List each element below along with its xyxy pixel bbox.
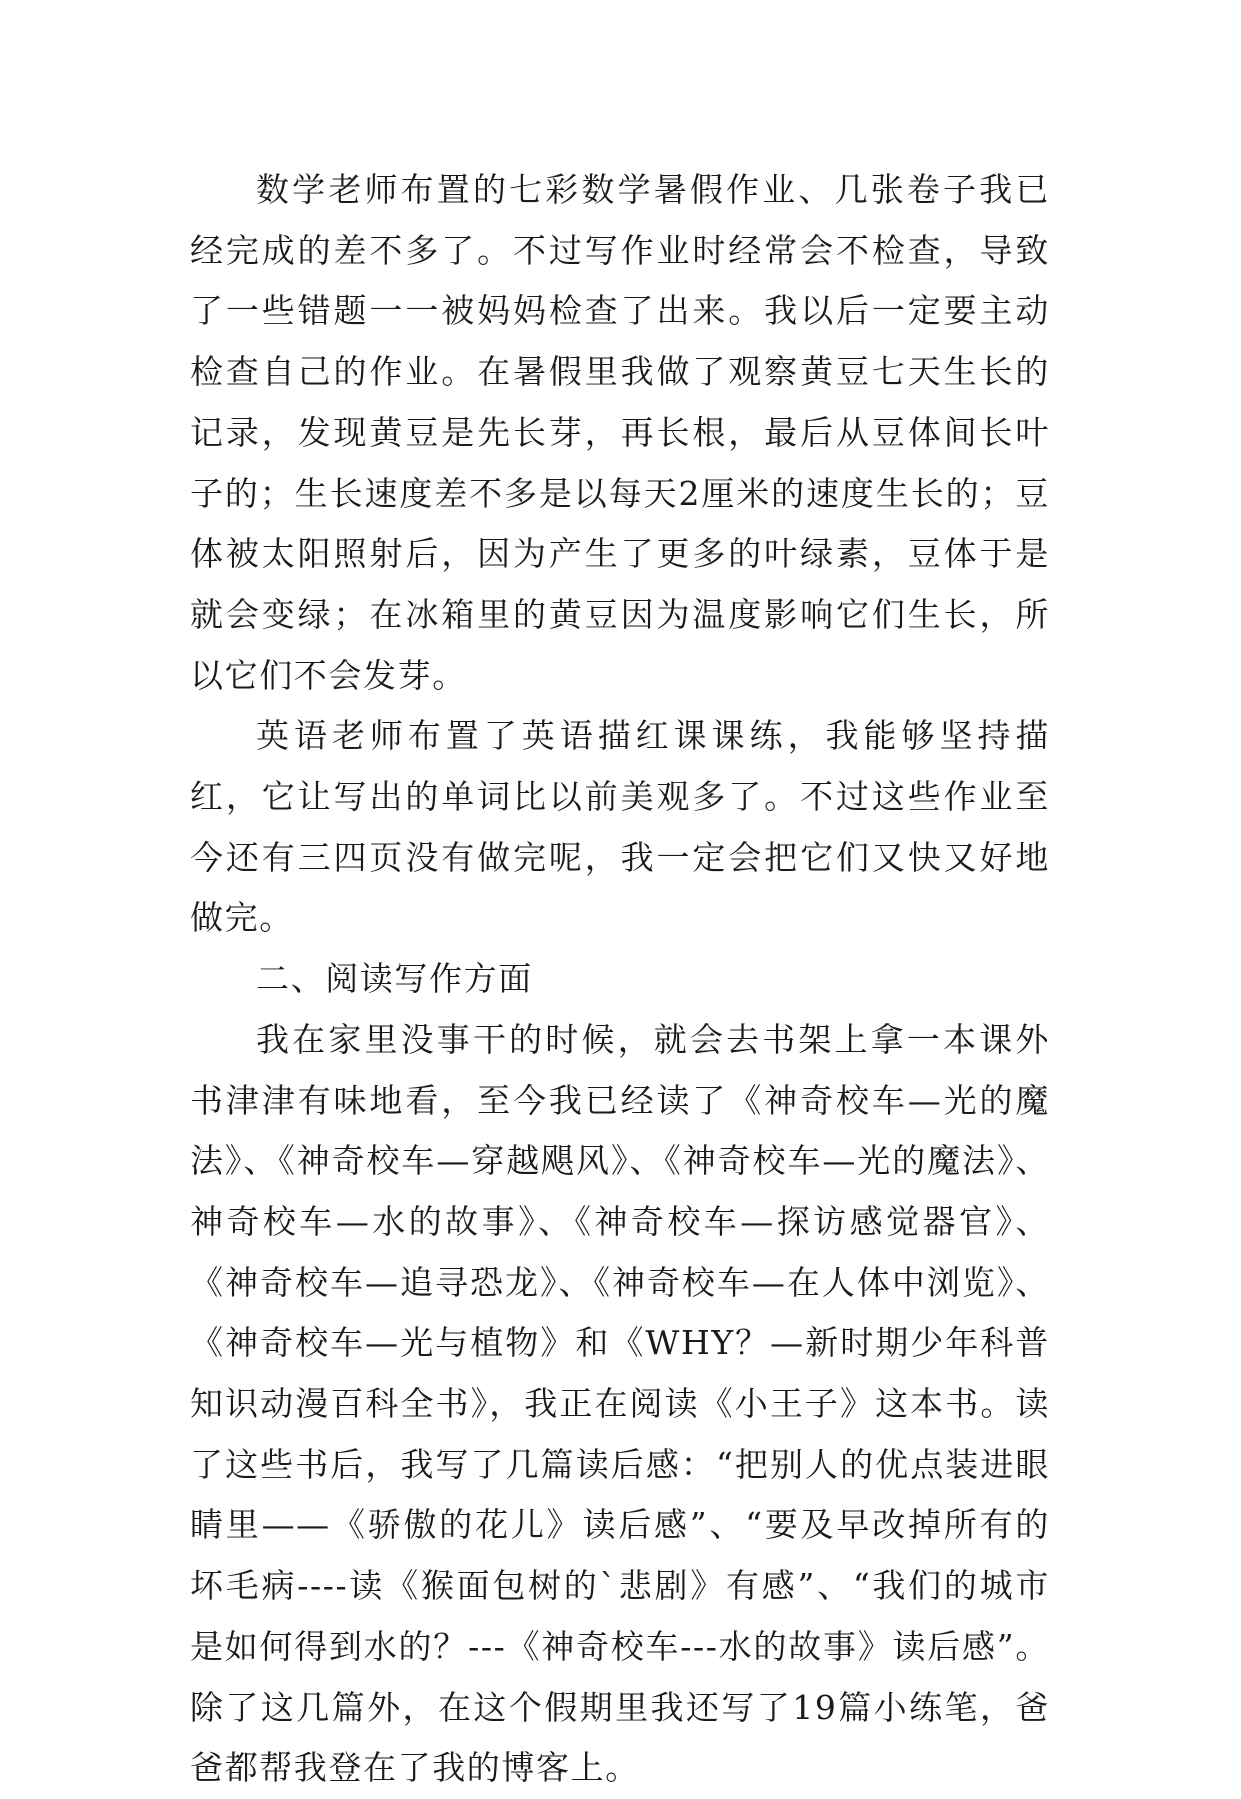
section-heading-reading-writing: 二、阅读写作方面 <box>256 959 533 999</box>
paragraph-math-homework: 数学老师布置的七彩数学暑假作业、几张卷子我已经完成的差不多了。不过写作业时经常会不检查，导致了一些错题一一被妈妈检查了出来。我以后一定要主动检查自己的作业。在暑假里我做了观察黄豆七天生长的记录，发现黄豆是先长芽，再长根，最后从豆体间长叶子的；生长速度差不多是以每天2厘米的速度生长的；豆体被太阳照射后，因为产生了更多的叶绿素，豆体于是就会变绿；在冰箱里的黄豆因为温度影响它们生长，所以它们不会发芽。 <box>190 170 1050 695</box>
paragraph-english-homework: 英语老师布置了英语描红课课练，我能够坚持描红，它让写出的单词比以前美观多了。不过这些作业至今还有三四页没有做完呢，我一定会把它们又快又好地做完。 <box>190 716 1050 938</box>
paragraph-reading-writing: 我在家里没事干的时候，就会去书架上拿一本课外书津津有味地看，至今我已经读了《神奇校车—光的魔法》、《神奇校车—穿越飓风》、《神奇校车—光的魔法》、神奇校车—水的故事》、《神奇校车—探访感觉器官》、《神奇校车—追寻恐龙》、《神奇校车—在人体中浏览》、《神奇校车—光与植物》和《WHY？—新时期少年科普知识动漫百科全书》，我正在阅读《小王子》这本书。读了这些书后，我写了几篇读后感：“把别人的优点装进眼睛里——《骄傲的花儿》读后感”、“要及早改掉所有的坏毛病----读《猴面包树的`悲剧》有感”、“我们的城市是如何得到水的？---《神奇校车---水的故事》读后感”。除了这几篇外，在这个假期里我还写了19篇小练笔，爸爸都帮我登在了我的博客上。 <box>190 1019 1050 1788</box>
document-body <box>190 160 1050 1799</box>
